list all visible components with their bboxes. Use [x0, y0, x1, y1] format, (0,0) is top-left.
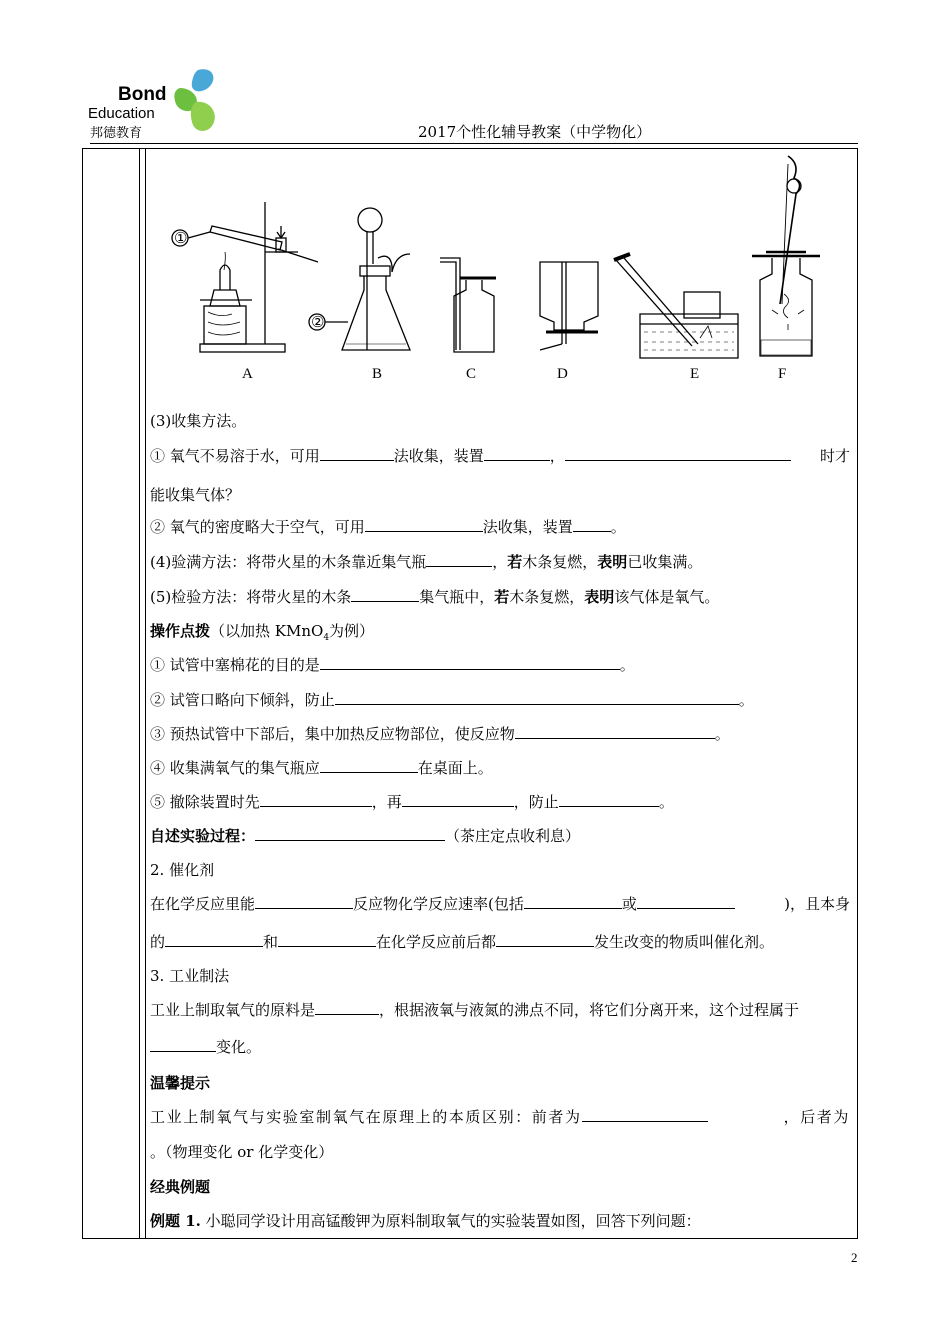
blank[interactable] [637, 893, 735, 909]
tip-3: ③ 预热试管中下部后，集中加热反应物部位，使反应物 。 [150, 725, 730, 743]
collection-method-heading: (3)收集方法。 [150, 412, 247, 430]
bond-education-logo [88, 62, 228, 142]
industrial-line-2: 变化。 [150, 1036, 261, 1057]
blank[interactable] [402, 791, 514, 807]
line-verification: (5)检验方法：将带火星的木条 集气瓶中，若木条复燃，表明该气体是氧气。 [150, 588, 720, 606]
blank[interactable] [515, 723, 715, 739]
line-water-collection [150, 445, 850, 466]
tip-4: ④ 收集满氧气的集气瓶应 在桌面上。 [150, 759, 493, 777]
blank[interactable] [320, 654, 620, 670]
logo-education-text: Education [88, 105, 155, 122]
operation-tips-heading: 操作点拨（以加热 KMnO$_4$为例） [150, 622, 375, 643]
blank[interactable] [320, 757, 418, 773]
blank[interactable] [496, 931, 594, 947]
header-rule [90, 143, 858, 144]
tip-5: ⑤ 撤除装置时先 ，再 ，防止 。 [150, 793, 674, 811]
apparatus-d [540, 262, 598, 350]
marker-2: ② [311, 315, 325, 331]
catalyst-definition-line-2: 的 和 在化学反应前后都 发生改变的物质叫催化剂。 [150, 933, 775, 951]
line-air-collection: ② 氧气的密度略大于空气，可用 法收集，装置 。 [150, 518, 626, 536]
text-segment: ① 氧气不易溶于水，可用 法收集，装置 ， [150, 445, 791, 466]
line-continued: 能收集气体？ [150, 486, 241, 504]
apparatus-f [752, 156, 820, 356]
blank[interactable] [335, 689, 739, 705]
self-description-line: 自述实验过程： （茶庄定点收利息） [150, 827, 581, 845]
apparatus-c [440, 258, 496, 352]
blank[interactable] [255, 893, 353, 909]
blank[interactable] [524, 893, 622, 909]
catalyst-definition-line-1 [150, 893, 850, 914]
leaf-logo-icon [168, 66, 220, 136]
difference-line-2: 。（物理变化 or 化学变化） [150, 1143, 334, 1161]
text-segment: 工业上制氧气与实验室制氧气在原理上的本质区别：前者为 [150, 1106, 708, 1127]
apparatus-a [172, 202, 318, 352]
text-segment: 在化学反应里能 反应物化学反应速率(包括 或 [150, 893, 735, 914]
examples-heading: 经典例题 [150, 1178, 211, 1196]
blank[interactable] [582, 1106, 708, 1122]
tip-1: ① 试管中塞棉花的目的是 。 [150, 656, 635, 674]
blank[interactable] [320, 445, 394, 461]
blank[interactable] [260, 791, 372, 807]
text-segment: 时才 [819, 447, 850, 465]
line-full-check: (4)验满方法：将带火星的木条靠近集气瓶 ，若木条复燃，表明已收集满。 [150, 553, 703, 571]
label-d: D [557, 366, 568, 382]
industrial-heading: 3. 工业制法 [150, 967, 230, 985]
marker-1: ① [174, 231, 188, 247]
example-1: 例题 1. 小聪同学设计用高锰酸钾为原料制取氧气的实验装置如图，回答下列问题： [150, 1212, 701, 1230]
page-number: 2 [851, 1250, 858, 1265]
text-segment: )，且本身 [784, 895, 850, 913]
catalyst-heading: 2. 催化剂 [150, 861, 215, 879]
difference-line [150, 1106, 850, 1127]
blank[interactable] [278, 931, 376, 947]
label-a: A [242, 366, 253, 382]
logo-bond-text: Bond [118, 84, 167, 105]
blank[interactable] [255, 825, 445, 841]
industrial-line-1: 工业上制取氧气的原料是 ，根据液氧与液氮的沸点不同，将它们分离开来，这个过程属于 [150, 1001, 800, 1019]
apparatus-e [614, 254, 738, 358]
blank[interactable] [150, 1036, 216, 1052]
blank[interactable] [559, 791, 659, 807]
label-b: B [372, 366, 383, 382]
table-column-divider [139, 149, 140, 1238]
header-title: 2017个性化辅导教案（中学物化） [418, 123, 652, 141]
blank[interactable] [365, 516, 483, 532]
apparatus-figure [160, 154, 840, 386]
label-f: F [778, 366, 787, 382]
blank[interactable] [484, 445, 550, 461]
tip-heading: 温馨提示 [150, 1074, 211, 1092]
blank[interactable] [573, 516, 611, 532]
table-column-divider [145, 149, 146, 1238]
blank[interactable] [351, 586, 419, 602]
blank[interactable] [315, 999, 379, 1015]
blank[interactable] [565, 445, 791, 461]
blank[interactable] [426, 551, 492, 567]
label-e: E [690, 366, 700, 382]
text-segment: ，后者为 [783, 1108, 850, 1126]
blank[interactable] [165, 931, 263, 947]
logo-chinese-text: 邦德教育 [90, 126, 143, 141]
label-c: C [466, 366, 477, 382]
tip-2: ② 试管口略向下倾斜，防止 。 [150, 691, 754, 709]
